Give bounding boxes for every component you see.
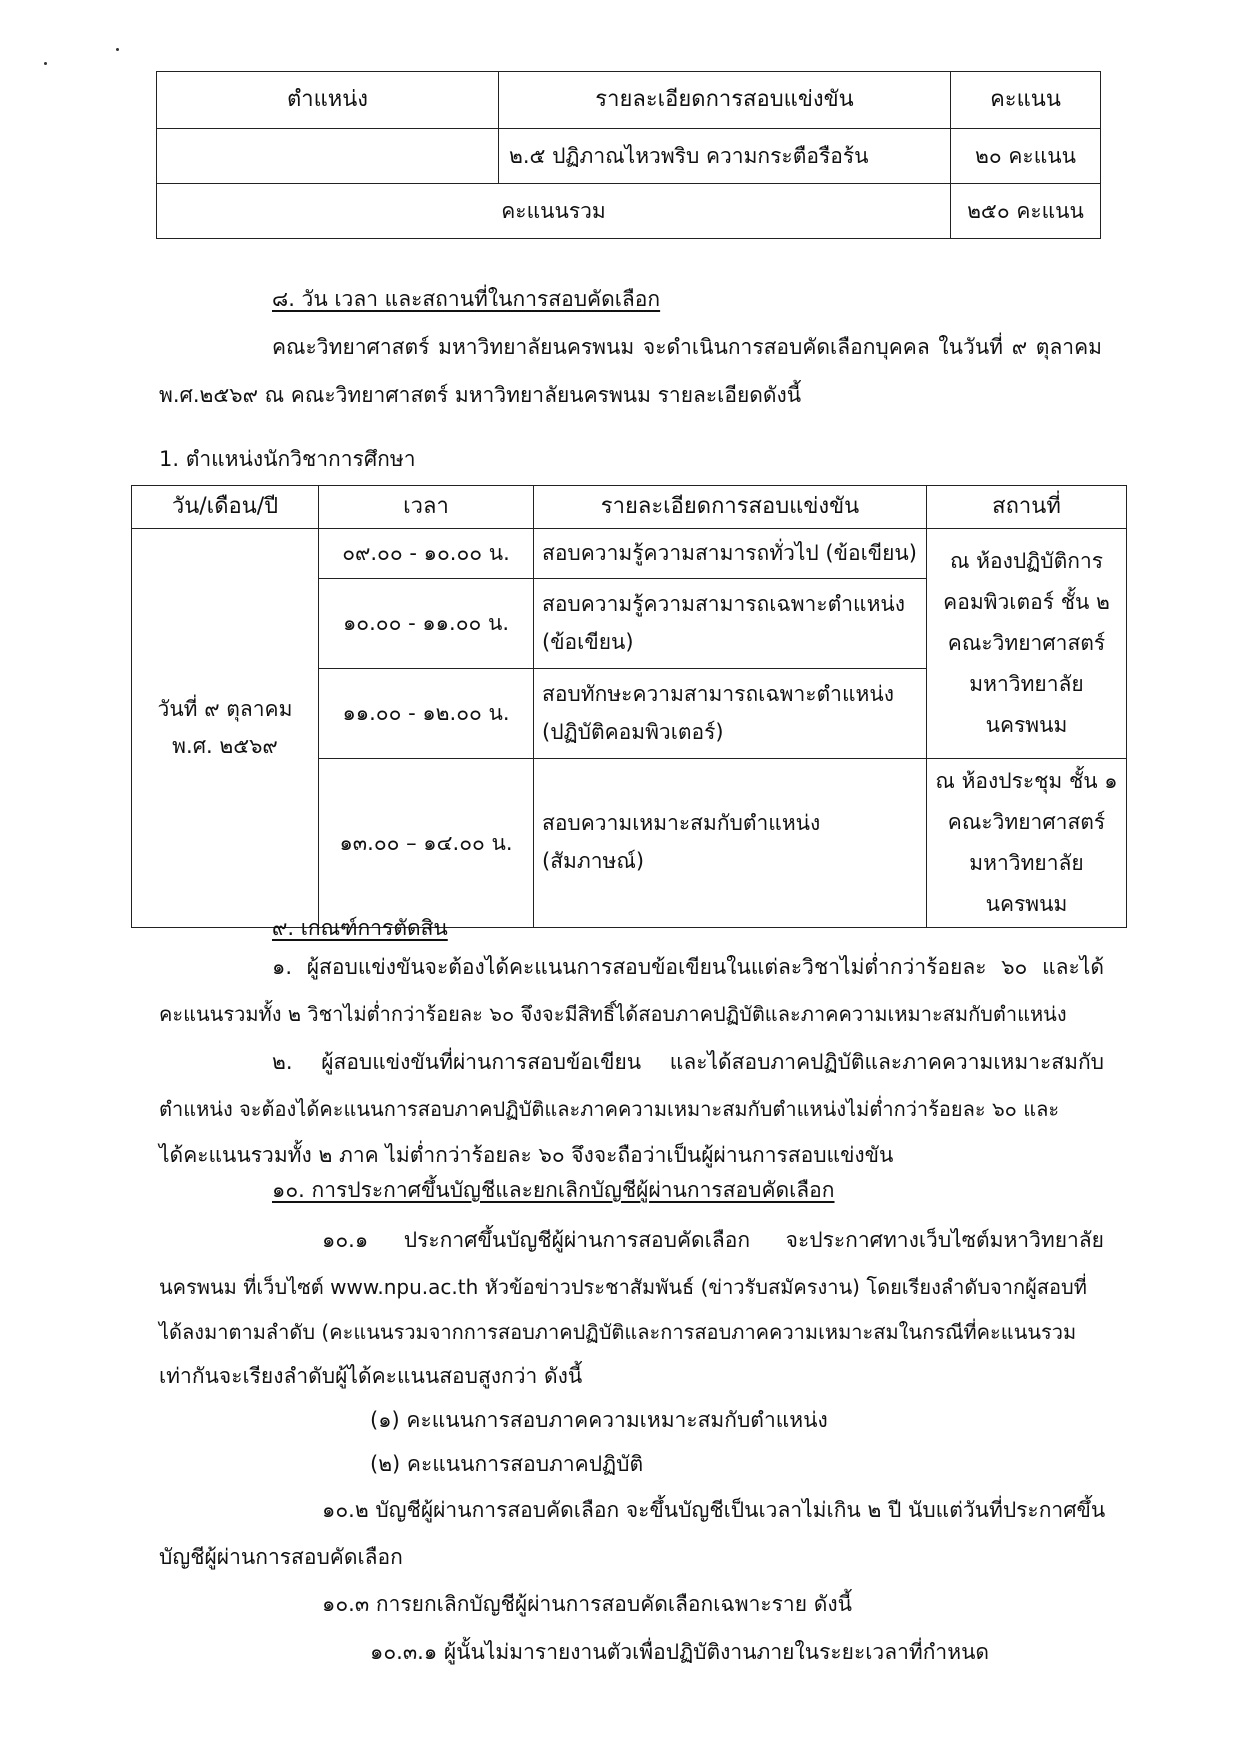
- detail-line: สอบความรู้ความสามารถเฉพาะตำแหน่ง: [542, 591, 906, 616]
- column-header: วัน/เดือน/ปี: [132, 486, 319, 529]
- detail-cell: ๒.๕ ปฏิภาณไหวพริบ ความกระตือรือร้น: [499, 129, 951, 184]
- date-line: พ.ศ. ๒๕๖๙: [172, 733, 278, 758]
- place-line: คอมพิวเตอร์ ชั้น ๒: [943, 590, 1110, 615]
- section-10-text-line: ๑๐.๓ การยกเลิกบัญชีผู้ผ่านการสอบคัดเลือกเฉพาะราย ดังนี้: [322, 1592, 852, 1616]
- date-cell: [132, 529, 319, 928]
- scan-speck: [116, 48, 119, 51]
- table-row: [157, 129, 1101, 184]
- total-row: [157, 184, 1101, 239]
- place-cell: [927, 759, 1127, 928]
- date-line: วันที่ ๙ ตุลาคม: [157, 697, 293, 722]
- score-table: [156, 71, 1101, 239]
- section-8-heading: ๘. วัน เวลา และสถานที่ในการสอบคัดเลือก: [272, 287, 661, 311]
- place-line: ณ ห้องปฏิบัติการ: [949, 549, 1104, 574]
- time-cell: ๑๑.๐๐ - ๑๒.๐๐ น.: [319, 669, 534, 759]
- total-score: ๒๕๐ คะแนน: [951, 184, 1101, 239]
- column-header: เวลา: [319, 486, 534, 529]
- detail-line: (สัมภาษณ์): [542, 848, 645, 873]
- place-line: มหาวิทยาลัยนครพนม: [969, 671, 1084, 737]
- section-10-text-line: ๑๐.๒ บัญชีผู้ผ่านการสอบคัดเลือก จะขึ้นบัญชีเป็นเวลาไม่เกิน ๒ ปี นับแต่วันที่ประกาศขึ้น: [322, 1498, 1106, 1522]
- place-line: ณ ห้องประชุม ชั้น ๑: [935, 769, 1118, 793]
- detail-line: สอบความเหมาะสมกับตำแหน่ง: [542, 811, 821, 836]
- detail-cell: [534, 579, 927, 669]
- time-cell: ๑๓.๐๐ – ๑๔.๐๐ น.: [319, 759, 534, 928]
- list-item: (๒) คะแนนการสอบภาคปฏิบัติ: [370, 1452, 644, 1476]
- place-line: คณะวิทยาศาสตร์: [947, 631, 1106, 656]
- table-row: [132, 529, 1127, 579]
- total-label: คะแนนรวม: [157, 184, 951, 239]
- section-10-text-line: ๑๐.๑ ประกาศขึ้นบัญชีผู้ผ่านการสอบคัดเลือก จะประกาศทางเว็บไซต์มหาวิทยาลัย: [322, 1228, 1104, 1252]
- section-9-text-line: ๒. ผู้สอบแข่งขันที่ผ่านการสอบข้อเขียน และได้สอบภาคปฏิบัติและภาคความเหมาะสมกับ: [272, 1050, 1104, 1074]
- detail-line: (ปฏิบัติคอมพิวเตอร์): [542, 719, 724, 744]
- section-10-text-line: นครพนม ที่เว็บไซต์ www.npu.ac.th หัวข้อข่าวประชาสัมพันธ์ (ข่าวรับสมัครงาน) โดยเรียงลำดับจากผู้สอบที่: [159, 1275, 1087, 1299]
- place-line: มหาวิทยาลัยนครพนม: [969, 850, 1084, 916]
- section-10-text-line: เท่ากันจะเรียงลำดับผู้ได้คะแนนสอบสูงกว่า ดังนี้: [159, 1364, 583, 1388]
- section-8-text-line: คณะวิทยาศาสตร์ มหาวิทยาลัยนครพนม จะดำเนินการสอบคัดเลือกบุคคล ในวันที่ ๙ ตุลาคม: [272, 335, 1102, 359]
- section-10-heading: ๑๐. การประกาศขึ้นบัญชีและยกเลิกบัญชีผู้ผ่านการสอบคัดเลือก: [272, 1178, 835, 1202]
- section-10-text-line: ๑๐.๓.๑ ผู้นั้นไม่มารายงานตัวเพื่อปฏิบัติงานภายในระยะเวลาที่กำหนด: [370, 1640, 990, 1664]
- column-header: รายละเอียดการสอบแข่งขัน: [499, 72, 951, 129]
- section-8-text-line: พ.ศ.๒๕๖๙ ณ คณะวิทยาศาสตร์ มหาวิทยาลัยนครพนม รายละเอียดดังนี้: [159, 383, 802, 407]
- section-9-text-line: ๑. ผู้สอบแข่งขันจะต้องได้คะแนนการสอบข้อเขียนในแต่ละวิชาไม่ต่ำกว่าร้อยละ ๖๐ และได้: [272, 955, 1104, 979]
- section-9-text-line: คะแนนรวมทั้ง ๒ วิชาไม่ต่ำกว่าร้อยละ ๖๐ จึงจะมีสิทธิ์ได้สอบภาคปฏิบัติและภาคความเหมาะสมกับตำแหน่ง: [159, 1002, 1067, 1026]
- column-header: คะแนน: [951, 72, 1101, 129]
- schedule-table: [131, 485, 1127, 928]
- detail-cell: [534, 759, 927, 928]
- section-9-text-line: ได้คะแนนรวมทั้ง ๒ ภาค ไม่ต่ำกว่าร้อยละ ๖๐ จึงจะถือว่าเป็นผู้ผ่านการสอบแข่งขัน: [159, 1143, 894, 1167]
- detail-line: สอบทักษะความสามารถเฉพาะตำแหน่ง: [542, 681, 894, 706]
- scan-speck: [44, 62, 47, 65]
- list-item: (๑) คะแนนการสอบภาคความเหมาะสมกับตำแหน่ง: [370, 1408, 828, 1432]
- section-10-text-line: บัญชีผู้ผ่านการสอบคัดเลือก: [159, 1545, 403, 1569]
- place-line: คณะวิทยาศาสตร์: [947, 809, 1106, 834]
- time-cell: ๑๐.๐๐ - ๑๑.๐๐ น.: [319, 579, 534, 669]
- time-cell: ๐๙.๐๐ - ๑๐.๐๐ น.: [319, 529, 534, 579]
- table-header-row: [157, 72, 1101, 129]
- table-header-row: [132, 486, 1127, 529]
- position-label: 1. ตำแหน่งนักวิชาการศึกษา: [159, 447, 416, 471]
- section-9-heading: ๙. เกณฑ์การตัดสิน: [272, 916, 448, 940]
- section-10-text-line: ได้ลงมาตามลำดับ (คะแนนรวมจากการสอบภาคปฏิบัติและการสอบภาคความเหมาะสมในกรณีที่คะแนนรวม: [159, 1320, 1077, 1344]
- section-9-text-line: ตำแหน่ง จะต้องได้คะแนนการสอบภาคปฏิบัติและภาคความเหมาะสมกับตำแหน่งไม่ต่ำกว่าร้อยละ ๖๐ และ: [159, 1097, 1060, 1121]
- column-header: รายละเอียดการสอบแข่งขัน: [534, 486, 927, 529]
- detail-cell: สอบความรู้ความสามารถทั่วไป (ข้อเขียน): [534, 529, 927, 579]
- column-header: ตำแหน่ง: [157, 72, 499, 129]
- detail-line: (ข้อเขียน): [542, 629, 634, 654]
- score-cell: ๒๐ คะแนน: [951, 129, 1101, 184]
- place-cell: [927, 529, 1127, 759]
- position-cell: [157, 129, 499, 184]
- detail-cell: [534, 669, 927, 759]
- column-header: สถานที่: [927, 486, 1127, 529]
